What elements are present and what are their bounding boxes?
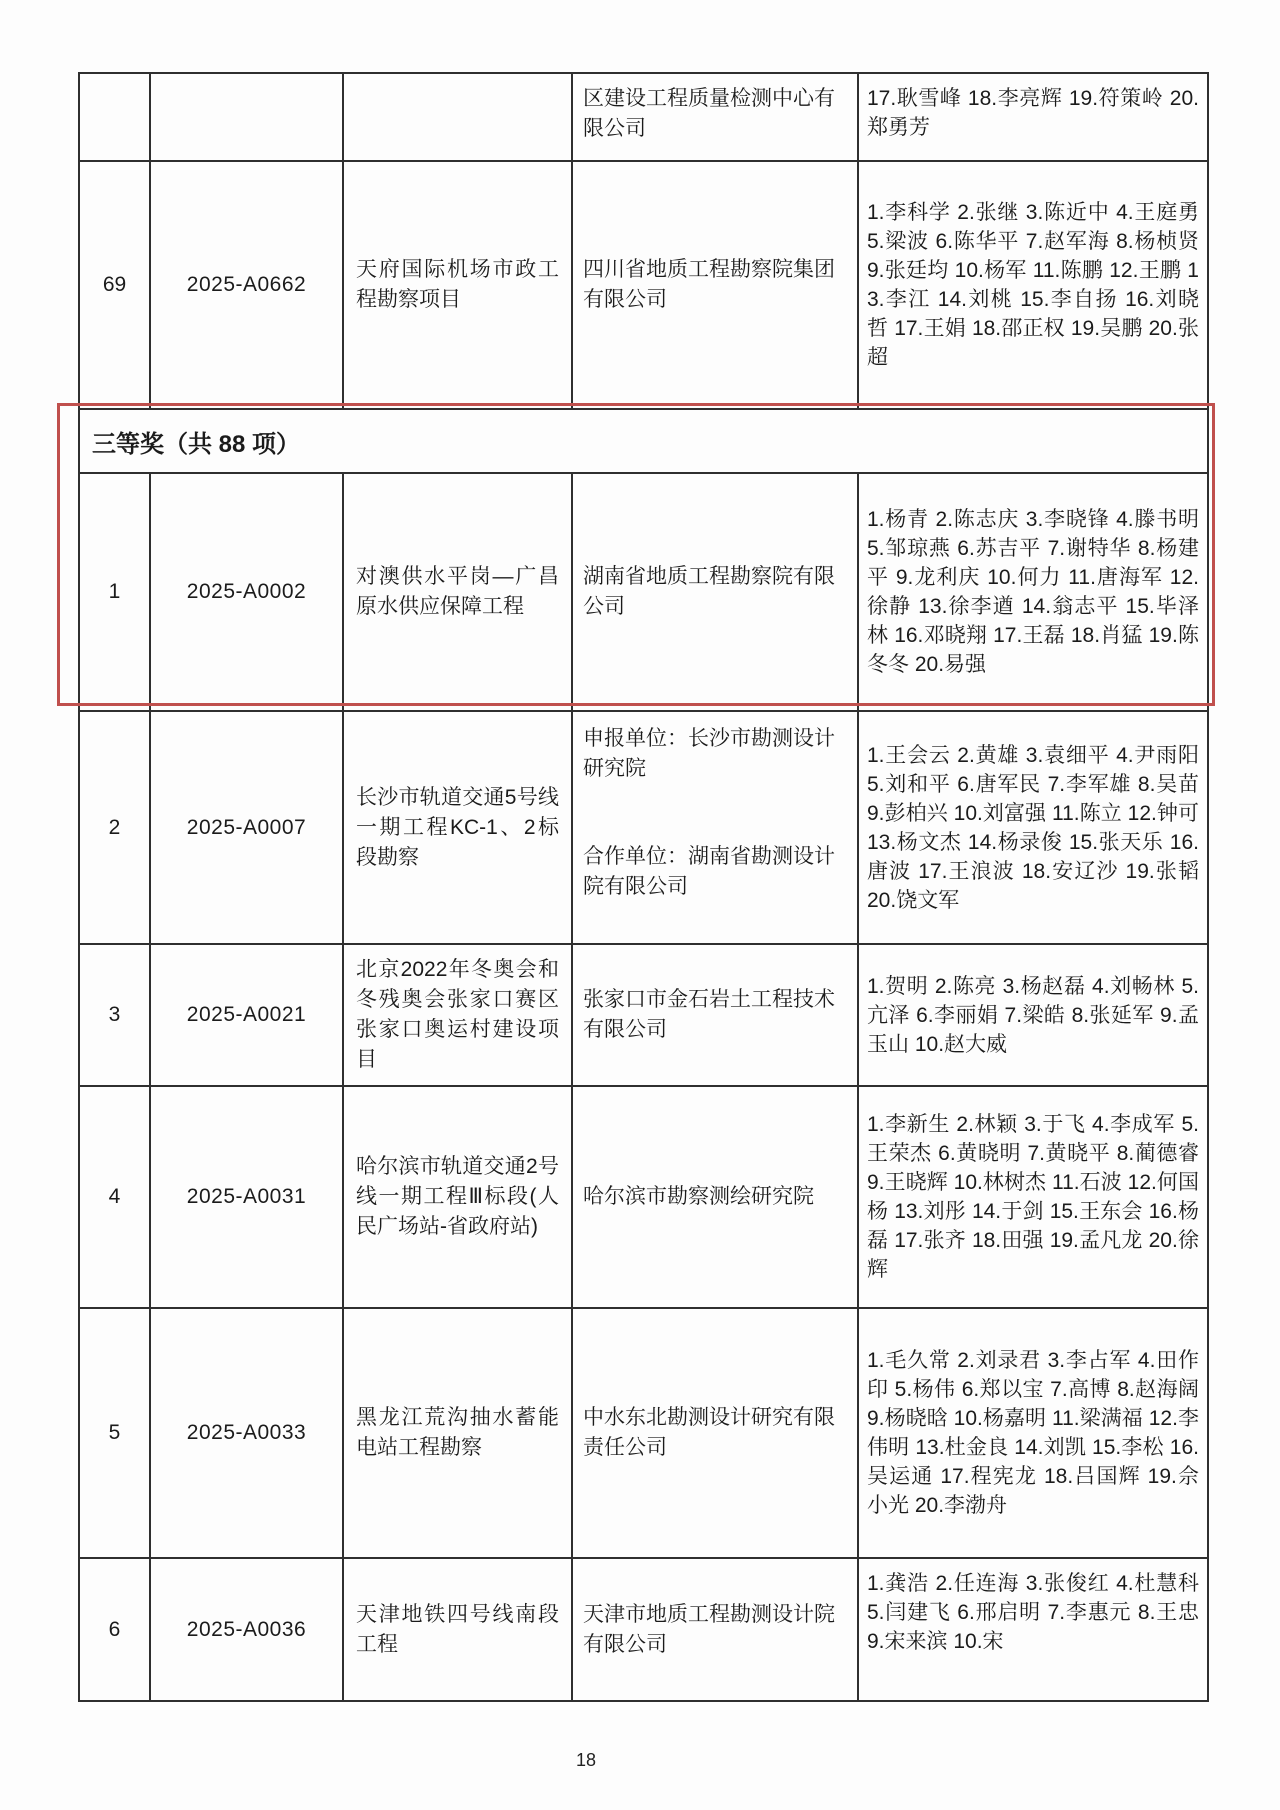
org-cell	[571, 1559, 857, 1700]
project-text: 哈尔滨市轨道交通2号线一期工程Ⅲ标段(人民广场站-省政府站)	[356, 1155, 559, 1238]
table-row-2	[80, 710, 1207, 943]
project-text: 天津地铁四号线南段工程	[356, 1602, 559, 1656]
rank-cell-empty	[80, 74, 149, 160]
members-cell	[857, 945, 1207, 1085]
section-header-row	[80, 408, 1207, 472]
org-cell	[571, 74, 857, 160]
org-cell	[571, 1087, 857, 1307]
code-cell: 2025-A0033	[149, 1309, 342, 1557]
table-row-69	[80, 160, 1207, 408]
table-row-carryover	[80, 74, 1207, 160]
members-cell	[857, 74, 1207, 160]
members-text: 1.王会云 2.黄雄 3.袁细平 4.尹雨阳 5.刘和平 6.唐军民 7.李军雄 8.吴苗 9.彭柏兴 10.刘富强 11.陈立 12.钟可 13.杨文杰 14.杨录俊 15.张天乐 16.唐波 17.王浪波 18.安辽沙 19.张韬 20.饶文军	[867, 743, 1199, 912]
rank-cell: 1	[108, 580, 121, 603]
project-text: 黑龙江荒沟抽水蓄能电站工程勘察	[356, 1406, 559, 1459]
org-cell	[571, 162, 857, 408]
org-text: 中水东北勘测设计研究有限责任公司	[583, 1406, 835, 1459]
members-cell	[857, 1559, 1207, 1700]
org-cell	[571, 474, 857, 710]
project-cell	[342, 162, 571, 408]
members-text: 1.毛久常 2.刘录君 3.李占军 4.田作印 5.杨伟 6.郑以宝 7.高博 8.赵海阔 9.杨晓晗 10.杨嘉明 11.梁满福 12.李伟明 13.杜金良 14.刘凯 15.李松 16.吴运通 17.程宪龙 18.吕国辉 19.佘小光 20.李渤舟	[867, 1349, 1199, 1517]
members-text: 1.贺明 2.陈亮 3.杨赵磊 4.刘畅林 5.亢泽 6.李丽娟 7.梁皓 8.张延军 9.孟玉山 10.赵大威	[867, 974, 1199, 1056]
members-cell	[857, 712, 1207, 943]
org-cell	[571, 712, 857, 943]
table-row-5	[80, 1307, 1207, 1557]
rank-cell: 6	[108, 1617, 121, 1641]
code-cell: 2025-A0031	[149, 1087, 342, 1307]
members-text: 1.杨青 2.陈志庆 3.李晓锋 4.滕书明 5.邹琼燕 6.苏吉平 7.谢特华 8.杨建平 9.龙利庆 10.何力 11.唐海军 12.徐静 13.徐李遒 14.翁志平 15.毕泽林 16.邓晓翔 17.王磊 18.肖猛 19.陈冬冬 20.易强	[867, 508, 1199, 676]
code-cell: 2025-A0021	[149, 945, 342, 1085]
table-row-3	[80, 943, 1207, 1085]
project-cell-empty	[342, 74, 571, 160]
rank-cell: 5	[108, 1421, 121, 1444]
members-text: 17.耿雪峰 18.李亮辉 19.符策岭 20.郑勇芳	[867, 87, 1199, 139]
table-row-4	[80, 1085, 1207, 1307]
org-text: 湖南省地质工程勘察院有限公司	[583, 565, 835, 618]
members-cell	[857, 162, 1207, 408]
org-text: 区建设工程质量检测中心有限公司	[583, 87, 835, 140]
rank-cell: 2	[108, 815, 121, 839]
rank-cell: 3	[108, 1003, 121, 1026]
org-text: 张家口市金石岩土工程技术有限公司	[583, 988, 835, 1041]
rank-cell: 69	[102, 273, 127, 296]
awards-table	[78, 72, 1209, 1702]
org-declaring-unit: 申报单位：长沙市勘测设计研究院	[583, 727, 835, 780]
project-text: 对澳供水平岗—广昌原水供应保障工程	[356, 565, 559, 618]
members-cell	[857, 474, 1207, 710]
code-cell: 2025-A0007	[149, 712, 342, 943]
code-cell-empty	[149, 74, 342, 160]
project-cell	[342, 1087, 571, 1307]
project-cell	[342, 1559, 571, 1700]
rank-cell: 4	[108, 1185, 121, 1208]
page-number: 18	[576, 1750, 597, 1770]
org-cell	[571, 1309, 857, 1557]
project-cell	[342, 1309, 571, 1557]
members-cell	[857, 1309, 1207, 1557]
code-cell: 2025-A0002	[149, 474, 342, 710]
members-text: 1.李新生 2.林颖 3.于飞 4.李成军 5.王荣杰 6.黄晓明 7.黄晓平 8.蔺德睿 9.王晓辉 10.林树杰 11.石波 12.何国杨 13.刘彤 14.于剑 15.王东会 16.杨磊 17.张齐 18.田强 19.孟凡龙 20.徐辉	[867, 1113, 1199, 1281]
org-text: 四川省地质工程勘察院集团有限公司	[583, 258, 835, 311]
org-cooperating-unit: 合作单位：湖南省勘测设计院有限公司	[583, 845, 835, 898]
code-cell: 2025-A0662	[149, 162, 342, 408]
org-text: 哈尔滨市勘察测绘研究院	[583, 1185, 814, 1208]
project-cell	[342, 474, 571, 710]
org-text: 天津市地质工程勘测设计院有限公司	[583, 1602, 835, 1656]
table-row-1	[80, 472, 1207, 710]
project-cell	[342, 712, 571, 943]
project-text: 天府国际机场市政工程勘察项目	[356, 258, 559, 311]
table-row-6	[80, 1557, 1207, 1700]
project-text: 北京2022年冬奥会和冬残奥会张家口赛区张家口奥运村建设项目	[356, 958, 559, 1071]
code-cell: 2025-A0036	[149, 1559, 342, 1700]
section-title: 三等奖（共 88 项）	[92, 430, 301, 458]
members-text: 1.李科学 2.张继 3.陈近中 4.王庭勇 5.梁波 6.陈华平 7.赵军海 8.杨桢贤 9.张廷均 10.杨军 11.陈鹏 12.王鹏 13.李江 14.刘桃 15.李自扬 16.刘晓哲 17.王娟 18.邵正权 19.吴鹏 20.张超	[867, 201, 1199, 369]
members-text: 1.龚浩 2.任连海 3.张俊红 4.杜慧科 5.闫建飞 6.邢启明 7.李惠元 8.王忠 9.宋来滨 10.宋	[867, 1572, 1199, 1653]
project-cell	[342, 945, 571, 1085]
members-cell	[857, 1087, 1207, 1307]
project-text: 长沙市轨道交通5号线一期工程KC-1、2标段勘察	[356, 785, 559, 869]
org-cell	[571, 945, 857, 1085]
